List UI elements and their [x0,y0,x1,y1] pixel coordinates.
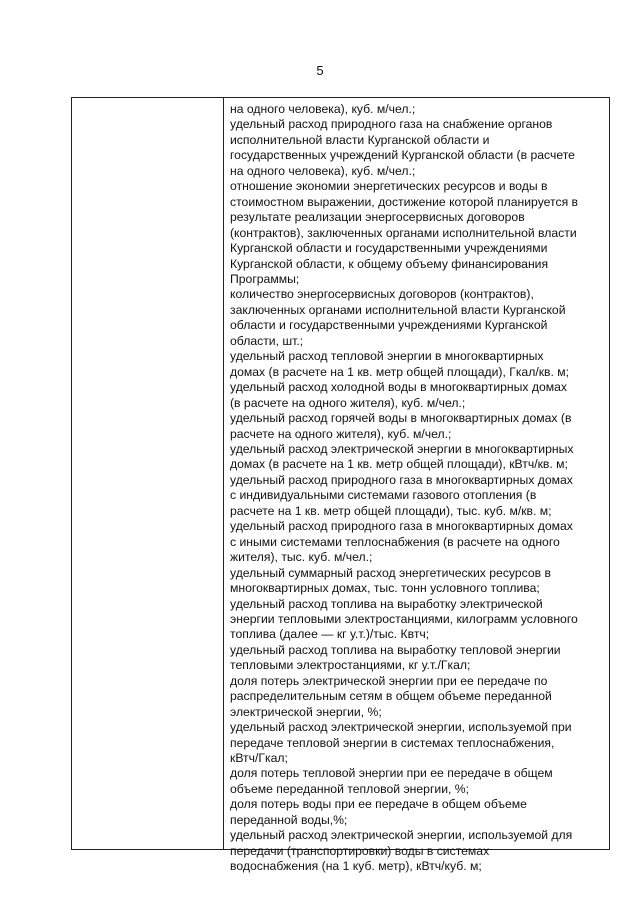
text-line: распределительным сетям в общем объеме переданной [230,689,552,704]
text-line: домах (в расчете на 1 кв. метр общей площади), Гкал/кв. м; [230,364,570,379]
text-line: расчете на 1 кв. метр общей площади), тыс. куб. м/кв. м; [230,503,552,518]
text-line: (в расчете на одного жителя), куб. м/чел.; [230,395,466,410]
text-line: Курганской области и государственными учреждениями [230,241,548,256]
text-line: государственных учреждений Курганской области (в расчете [230,148,575,163]
text-line: количество энергосервисных договоров (контрактов), [230,287,534,302]
text-line: с индивидуальными системами газового отопления (в [230,488,537,503]
text-line: кВтч/Гкал; [230,751,288,766]
text-line: тепловыми электростанциями, кг у.т./Гкал; [230,658,471,673]
text-line: удельный расход электрической энергии в многоквартирных [230,441,574,456]
text-line: удельный расход природного газа в многоквартирных домах [230,519,573,534]
text-line: области и государственными учреждениями Курганской [230,318,548,333]
text-line: удельный расход топлива на выработку электрической [230,596,543,611]
page-number: 5 [316,63,324,78]
text-line: передачи (транспортировки) воды в системах [230,843,490,858]
text-line: топлива (далее — кг у.т.)/тыс. Квтч; [230,627,430,642]
text-line: многоквартирных домах, тыс. тонн условного топлива; [230,581,540,596]
indicators-table [71,97,610,874]
text-line: доля потерь тепловой энергии при ее передаче в общем [230,766,553,781]
text-line: удельный расход электрической энергии, используемой при [230,720,572,735]
text-line: удельный расход природного газа в многоквартирных домах [230,472,573,487]
text-line: удельный расход топлива на выработку тепловой энергии [230,642,561,657]
text-line: на одного человека), куб. м/чел.; [230,102,416,116]
text-line: удельный расход горячей воды в многоквартирных домах (в [230,411,572,426]
text-line: удельный расход тепловой энергии в многоквартирных [230,349,544,364]
text-line: с иными системами теплоснабжения (в расчете на одного [230,534,560,549]
text-line: расчете на одного жителя), куб. м/чел.; [230,426,452,441]
text-line: энергии тепловыми электростанциями, килограмм условного [230,611,578,626]
text-line: (контрактов), заключенных органами исполнительной власти [230,225,577,240]
text-line: доля потерь воды при ее передаче в общем объеме [230,797,527,812]
text-line: домах (в расчете на 1 кв. метр общей площади), кВтч/кв. м; [230,457,568,472]
text-line: доля потерь электрической энергии при ее передаче по [230,673,548,688]
text-line: удельный расход холодной воды в многоквартирных домах [230,380,568,395]
table-right-column [224,98,609,874]
text-line: передаче тепловой энергии в системах теплоснабжения, [230,735,555,750]
text-line: заключенных органами исполнительной власти Курганской [230,302,566,317]
table-left-column [72,98,224,849]
text-line: удельный расход электрической энергии, используемой для [230,828,573,843]
text-line: Курганской области, к общему объему финансирования [230,256,549,271]
text-line: исполнительной власти Курганской области и [230,132,490,147]
text-line: Программы; [230,271,300,286]
text-line: стоимостном выражении, достижение которой планируется в [230,194,579,209]
text-line: переданной воды,%; [230,812,348,827]
text-line: удельный расход природного газа на снабжение органов [230,117,553,132]
text-line: результате реализации энергосервисных договоров [230,210,525,225]
text-line: удельный суммарный расход энергетических ресурсов в [230,565,551,580]
text-line: области, шт.; [230,333,304,348]
text-line: объеме переданной тепловой энергии, %; [230,781,470,796]
text-line: отношение экономии энергетических ресурсов и воды в [230,179,548,194]
text-line: жителя), тыс. куб. м/чел.; [230,550,373,565]
text-line: электрической энергии, %; [230,704,382,719]
text-line: водоснабжения (на 1 куб. метр), кВтч/куб. м; [230,859,482,874]
text-line: на одного человека), куб. м/чел.; [230,163,416,178]
